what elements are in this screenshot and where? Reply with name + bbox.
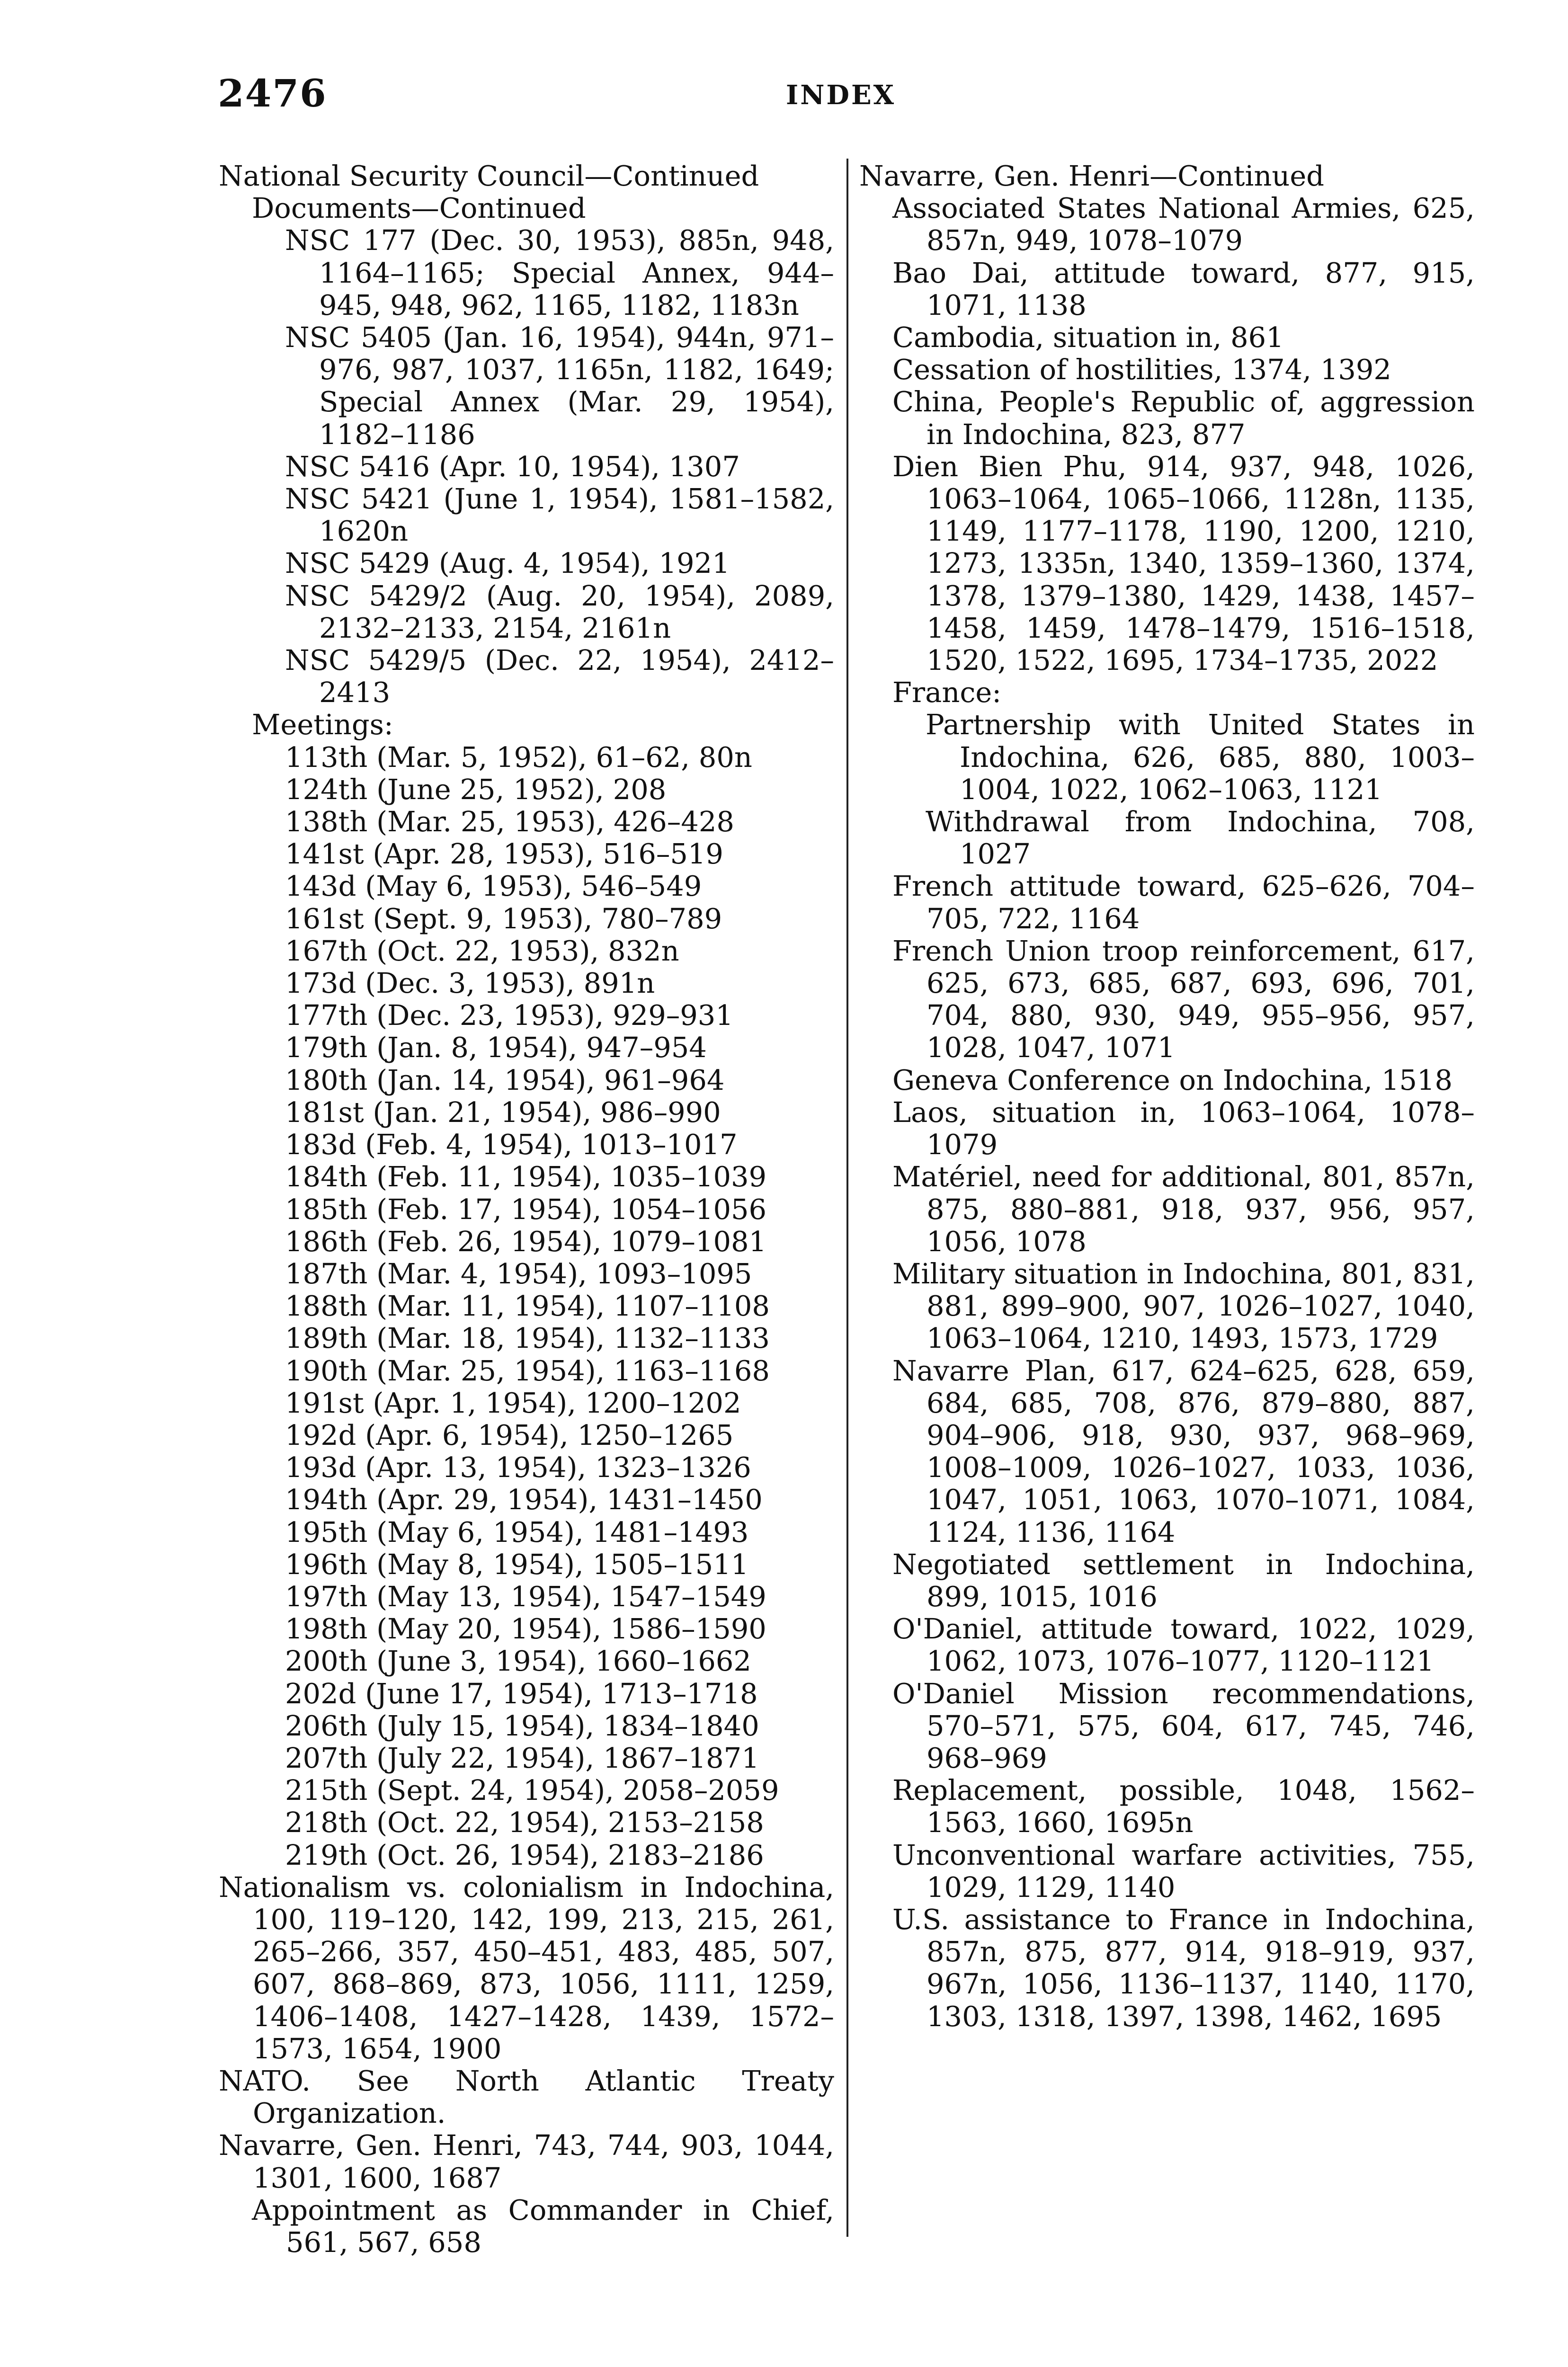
index-entry: Nationalism vs. colonialism in Indochina, 100, 119–120, 142, 199, 213, 215, 261, 265–266, 357, 450–451, 483, 485, 507, 607, 868–869, 873, 1056, 1111, 1259, 1406–1408, 1427–1428, 1439, 1572–1573, 1654, 1900 — [219, 1870, 834, 2065]
index-entry: Dien Bien Phu, 914, 937, 948, 1026, 1063–1064, 1065–1066, 1128n, 1135, 1149, 1177–1178, 1190, 1200, 1210, 1273, 1335n, 1340, 1359–1360, 1374, 1378, 1379–1380, 1429, 1438, 1457–1458, 1459, 1478–1479, 1516–1518, 1520, 1522, 1695, 1734–1735, 2022 — [892, 450, 1475, 677]
index-entry: Navarre, Gen. Henri, 743, 744, 903, 1044, 1301, 1600, 1687 — [219, 2129, 834, 2194]
index-entry: 194th (Apr. 29, 1954), 1431–1450 — [285, 1483, 763, 1516]
index-entry: French Union troop reinforcement, 617, 625, 673, 685, 687, 693, 696, 701, 704, 880, 930, 949, 955–956, 957, 1028, 1047, 1071 — [892, 934, 1475, 1064]
index-entry: 191st (Apr. 1, 1954), 1200–1202 — [285, 1386, 741, 1419]
index-entry: 180th (Jan. 14, 1954), 961–964 — [285, 1063, 725, 1096]
index-entry: O'Daniel, attitude toward, 1022, 1029, 1062, 1073, 1076–1077, 1120–1121 — [892, 1612, 1475, 1678]
index-entry: 185th (Feb. 17, 1954), 1054–1056 — [285, 1192, 767, 1226]
left-index-column — [219, 160, 834, 2259]
index-entry: French attitude toward, 625–626, 704–705, 722, 1164 — [892, 870, 1475, 935]
index-entry: 195th (May 6, 1954), 1481–1493 — [285, 1515, 749, 1548]
index-entry: 177th (Dec. 23, 1953), 929–931 — [285, 999, 733, 1032]
running-head: INDEX — [786, 80, 896, 111]
index-entry: Documents—Continued — [252, 192, 586, 225]
index-entry: 173d (Dec. 3, 1953), 891n — [285, 967, 655, 1000]
index-entry: 183d (Feb. 4, 1954), 1013–1017 — [285, 1128, 738, 1161]
index-entry: 113th (Mar. 5, 1952), 61–62, 80n — [285, 740, 752, 774]
index-entry: 207th (July 22, 1954), 1867–1871 — [285, 1741, 759, 1774]
index-entry: 138th (Mar. 25, 1953), 426–428 — [285, 805, 734, 838]
index-entry: 184th (Feb. 11, 1954), 1035–1039 — [285, 1160, 767, 1193]
index-entry: 143d (May 6, 1953), 546–549 — [285, 870, 702, 903]
index-entry: Unconventional warfare activities, 755, 1029, 1129, 1140 — [892, 1838, 1475, 1904]
index-entry: China, People's Republic of, aggression in Indochina, 823, 877 — [892, 385, 1475, 451]
index-entry: National Security Council—Continued — [219, 160, 759, 192]
index-entry: 179th (Jan. 8, 1954), 947–954 — [285, 1031, 707, 1064]
index-entry: 167th (Oct. 22, 1953), 832n — [285, 934, 679, 967]
index-entry: Negotiated settlement in Indochina, 899, 1015, 1016 — [892, 1548, 1475, 1613]
index-entry: Navarre, Gen. Henri—Continued — [859, 160, 1325, 192]
index-entry: NSC 5405 (Jan. 16, 1954), 944n, 971–976, 987, 1037, 1165n, 1182, 1649; Special Annex (Mar. 29, 1954), 1182–1186 — [285, 321, 834, 451]
index-entry: 219th (Oct. 26, 1954), 2183–2186 — [285, 1838, 764, 1871]
index-entry: 190th (Mar. 25, 1954), 1163–1168 — [285, 1354, 770, 1387]
index-entry: 196th (May 8, 1954), 1505–1511 — [285, 1548, 749, 1581]
index-entry: 193d (Apr. 13, 1954), 1323–1326 — [285, 1451, 751, 1484]
index-entry: Matériel, need for additional, 801, 857n, 875, 880–881, 918, 937, 956, 957, 1056, 1078 — [892, 1160, 1475, 1258]
index-entry: 206th (July 15, 1954), 1834–1840 — [285, 1709, 759, 1742]
index-entry: 181st (Jan. 21, 1954), 986–990 — [285, 1095, 721, 1129]
index-entry: Navarre Plan, 617, 624–625, 628, 659, 684, 685, 708, 876, 879–880, 887, 904–906, 918, 930, 937, 968–969, 1008–1009, 1026–1027, 1033, 1036, 1047, 1051, 1063, 1070–1071, 1084, 1124, 1136, 1164 — [892, 1354, 1475, 1548]
index-entry: 141st (Apr. 28, 1953), 516–519 — [285, 837, 723, 871]
index-entry: 218th (Oct. 22, 1954), 2153–2158 — [285, 1806, 764, 1839]
index-entry: NSC 177 (Dec. 30, 1953), 885n, 948, 1164–1165; Special Annex, 944–945, 948, 962, 1165, 1182, 1183n — [285, 224, 834, 321]
index-entry: Bao Dai, attitude toward, 877, 915, 1071, 1138 — [892, 256, 1475, 321]
index-entry: 200th (June 3, 1954), 1660–1662 — [285, 1645, 751, 1678]
index-entry: 197th (May 13, 1954), 1547–1549 — [285, 1580, 766, 1613]
index-entry: NSC 5429 (Aug. 4, 1954), 1921 — [285, 547, 730, 580]
right-index-column — [859, 160, 1475, 2033]
index-entry: U.S. assistance to France in Indochina, 857n, 875, 877, 914, 918–919, 937, 967n, 1056, 1136–1137, 1140, 1170, 1303, 1318, 1397, 1398, 1462, 1695 — [892, 1903, 1475, 2033]
index-entry: Associated States National Armies, 625, 857n, 949, 1078–1079 — [892, 192, 1475, 257]
page-number: 2476 — [218, 71, 327, 116]
index-entry: Laos, situation in, 1063–1064, 1078–1079 — [892, 1095, 1475, 1161]
index-entry: NSC 5416 (Apr. 10, 1954), 1307 — [285, 450, 740, 483]
index-entry: 186th (Feb. 26, 1954), 1079–1081 — [285, 1225, 767, 1258]
index-entry: 215th (Sept. 24, 1954), 2058–2059 — [285, 1774, 779, 1807]
index-entry: Meetings: — [252, 708, 393, 741]
index-entry: Cambodia, situation in, 861 — [892, 321, 1284, 354]
index-entry: Military situation in Indochina, 801, 831, 881, 899–900, 907, 1026–1027, 1040, 1063–1064, 1210, 1493, 1573, 1729 — [892, 1257, 1475, 1355]
index-entry: Withdrawal from Indochina, 708, 1027 — [926, 805, 1475, 871]
index-entry: NSC 5429/5 (Dec. 22, 1954), 2412–2413 — [285, 644, 834, 709]
index-entry: 202d (June 17, 1954), 1713–1718 — [285, 1677, 758, 1710]
index-entry: 192d (Apr. 6, 1954), 1250–1265 — [285, 1418, 734, 1451]
index-entry: 187th (Mar. 4, 1954), 1093–1095 — [285, 1257, 752, 1290]
index-entry: Appointment as Commander in Chief, 561, 567, 658 — [252, 2193, 834, 2259]
index-entry: 188th (Mar. 11, 1954), 1107–1108 — [285, 1290, 770, 1323]
index-entry: 124th (June 25, 1952), 208 — [285, 773, 667, 806]
index-entry: NSC 5421 (June 1, 1954), 1581–1582, 1620n — [285, 482, 834, 548]
index-entry: O'Daniel Mission recommendations, 570–571, 575, 604, 617, 745, 746, 968–969 — [892, 1677, 1475, 1774]
index-entry: NSC 5429/2 (Aug. 20, 1954), 2089, 2132–2133, 2154, 2161n — [285, 579, 834, 644]
index-entry: Partnership with United States in Indochina, 626, 685, 880, 1003–1004, 1022, 1062–1063, 1121 — [926, 708, 1475, 806]
column-divider — [846, 159, 848, 2237]
index-entry: France: — [892, 676, 1002, 709]
index-entry: 189th (Mar. 18, 1954), 1132–1133 — [285, 1322, 770, 1355]
index-entry: Geneva Conference on Indochina, 1518 — [892, 1063, 1453, 1096]
index-entry: NATO. See North Atlantic Treaty Organization. — [219, 2064, 834, 2130]
index-entry: 198th (May 20, 1954), 1586–1590 — [285, 1612, 766, 1646]
index-entry: Cessation of hostilities, 1374, 1392 — [892, 353, 1391, 386]
index-entry: Replacement, possible, 1048, 1562–1563, 1660, 1695n — [892, 1774, 1475, 1839]
index-entry: 161st (Sept. 9, 1953), 780–789 — [285, 902, 722, 935]
